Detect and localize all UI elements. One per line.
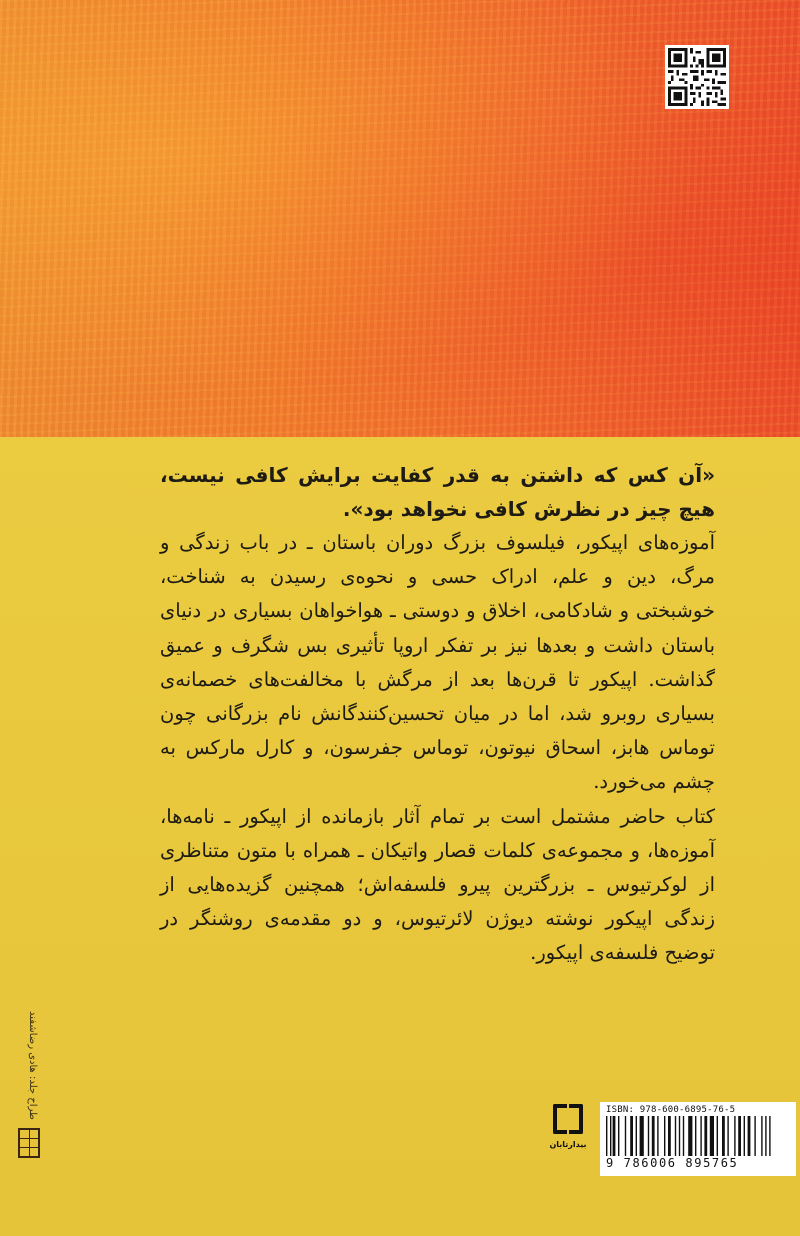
- publisher-name: بیدارتابان: [549, 1140, 587, 1149]
- publisher-logo-icon: [549, 1102, 587, 1138]
- publisher-logo: [547, 1102, 589, 1158]
- description-paragraph-1: آموزه‌های اپیکور، فیلسوف بزرگ دوران باستان ـ در باب زندگی و مرگ، دین و علم، ادراک حسی و نحوه‌ی رسیدن به شناخت، خوشبختی و شادکامی، اخلاق و دوستی ـ هواخواهان بسیاری در دنیای باستان داشت و بعدها نیز بر تفکر اروپا تأثیری بس شگرف و عمیق گذاشت. اپیکور تا قرن‌ها بعد از مرگش با مخالفت‌های خصمانه‌ی بسیاری روبرو شد، اما در میان تحسین‌کنندگانش نام بزرگانی چون توماس هابز، اسحاق نیوتون، توماس جفرسون، و کارل مارکس به چشم می‌خورد.: [160, 531, 715, 794]
- spine-logo-icon: [18, 1128, 40, 1158]
- barcode-icon: [606, 1116, 790, 1156]
- qr-code-icon: [665, 45, 729, 109]
- cover-designer-credit: طراح جلد: هادی رضاشفند: [27, 1010, 38, 1120]
- description-paragraph-2: کتاب حاضر مشتمل است بر تمام آثار بازمانده از اپیکور ـ نامه‌ها، آموزه‌ها، و مجموعه‌ی کلمات قصار واتیکان ـ همراه با متون متناظری از لوکرتیوس ـ بزرگترین پیرو فلسفه‌اش؛ همچنین گزیده‌هایی از زندگی اپیکور نوشته دیوژن لائرتیوس، و دو مقدمه‌ی روشنگر در توضیح فلسفه‌ی اپیکور.: [160, 804, 715, 965]
- isbn-label: ISBN: 978-600-6895-76-5: [606, 1105, 736, 1115]
- epicurus-quote: «آن کس که داشتن به قدر کفایت برایش کافی نیست، هیچ چیز در نظرش کافی نخواهد بود».: [160, 463, 715, 521]
- back-cover-text: [160, 458, 715, 971]
- isbn-barcode: [600, 1102, 796, 1176]
- barcode-number: 9 786006 895765: [606, 1156, 739, 1170]
